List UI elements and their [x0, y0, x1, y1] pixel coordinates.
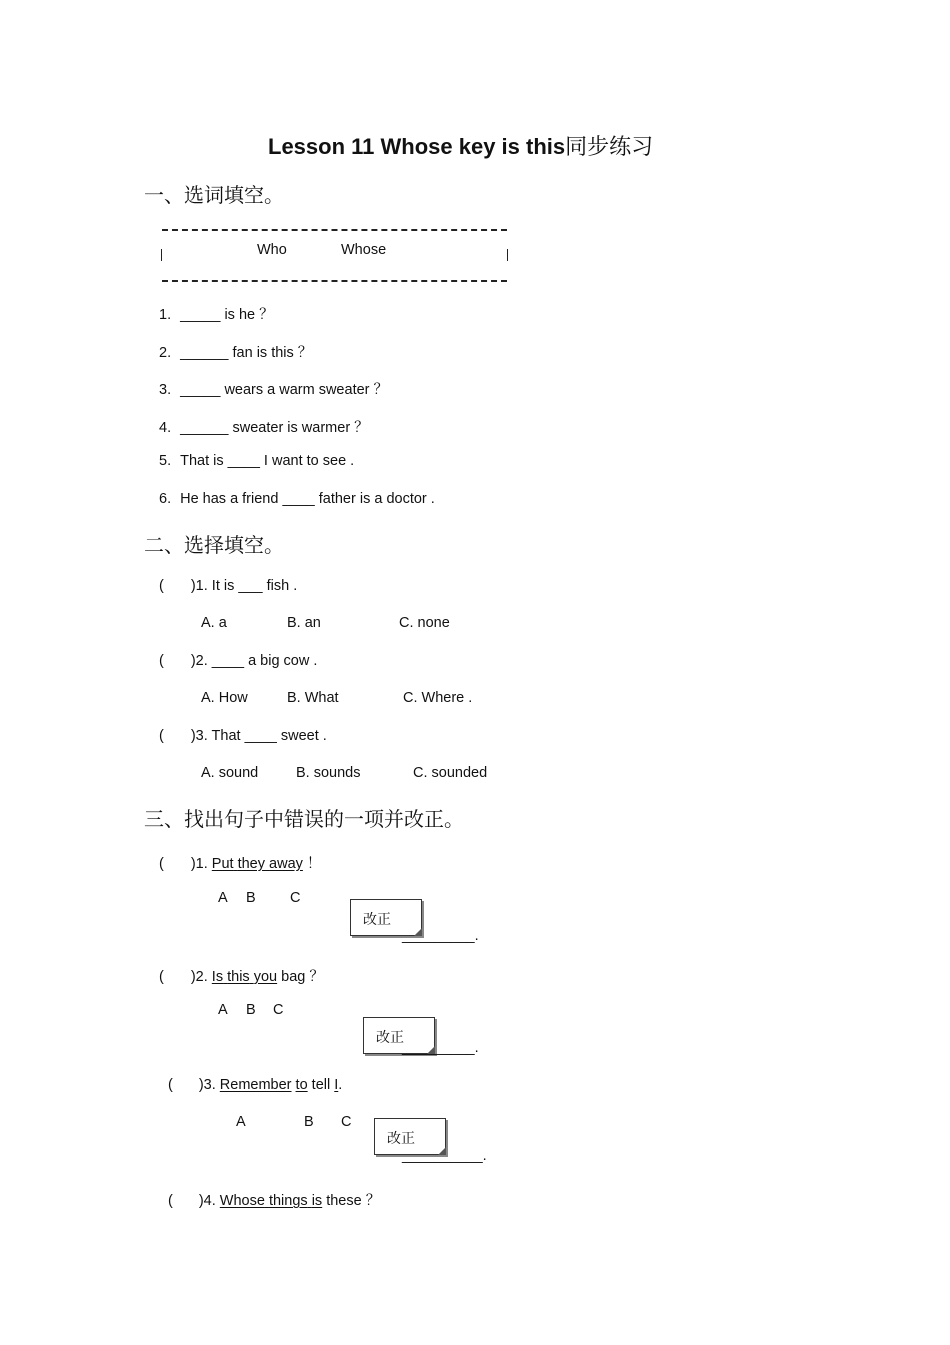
s2-q1-option-b: B. an: [287, 615, 321, 631]
section2-heading: 二、选择填空。: [144, 533, 284, 557]
title-cn: 同步练习: [565, 135, 654, 160]
s3-q2-letter-b: B: [246, 1002, 256, 1018]
s2-q1-option-a: A. a: [201, 615, 227, 631]
s3-q4: ( )4. Whose things is these ？: [168, 1193, 381, 1209]
s3-q2-letter-c: C: [273, 1002, 284, 1018]
s1-item-2: 2. ______ fan is this ？: [159, 345, 313, 361]
s3-q2: ( )2. Is this you bag ？: [159, 969, 324, 985]
s2-q2-option-c: C. Where .: [403, 690, 473, 706]
s2-q3: ( )3. That ____ sweet .: [159, 728, 327, 744]
s3-q3: ( )3. Remember to tell I.: [168, 1077, 343, 1093]
s2-q3-option-b: B. sounds: [296, 765, 361, 781]
correction-box-2: 改正: [363, 1017, 435, 1054]
correction-blank-3[interactable]: __________.: [402, 1148, 487, 1164]
s3-q3-letter-c: C: [341, 1114, 352, 1130]
word-bank-box: [162, 229, 507, 282]
s1-item-6: 6. He has a friend ____ father is a doctor .: [159, 491, 435, 507]
s3-q1-letter-c: C: [290, 890, 301, 906]
s3-q3-letter-b: B: [304, 1114, 314, 1130]
s2-q1-option-c: C. none: [399, 615, 450, 631]
s3-q3-letter-a: A: [236, 1114, 246, 1130]
title-en: Lesson 11 Whose key is this: [268, 134, 566, 159]
s2-q3-option-c: C. sounded: [413, 765, 488, 781]
s3-q1-letter-a: A: [218, 890, 228, 906]
s2-q1: ( )1. It is ___ fish .: [159, 578, 298, 594]
page-title: [268, 130, 653, 161]
s1-item-3: 3. _____ wears a warm sweater ？: [159, 382, 389, 398]
s1-item-4: 4. ______ sweater is warmer ？: [159, 420, 369, 436]
s2-q2: ( )2. ____ a big cow .: [159, 653, 318, 669]
correction-box-1: 改正: [350, 899, 422, 936]
s3-q2-letter-a: A: [218, 1002, 228, 1018]
section3-heading: 三、找出句子中错误的一项并改正。: [144, 807, 464, 831]
s3-q1-letter-b: B: [246, 890, 256, 906]
correction-blank-2[interactable]: _________.: [402, 1040, 479, 1056]
word-bank-whose: Whose: [341, 242, 387, 258]
s2-q2-option-b: B. What: [287, 690, 339, 706]
correction-blank-1[interactable]: _________.: [402, 928, 479, 944]
s2-q3-option-a: A. sound: [201, 765, 259, 781]
s3-q1: ( )1. Put they away ！: [159, 856, 322, 872]
section1-heading: 一、选词填空。: [144, 183, 284, 207]
correction-box-3: 改正: [374, 1118, 446, 1155]
s1-item-5: 5. That is ____ I want to see .: [159, 453, 355, 469]
word-bank-who: Who: [257, 242, 287, 258]
s1-item-1: 1. _____ is he ？: [159, 307, 274, 323]
s2-q2-option-a: A. How: [201, 690, 248, 706]
